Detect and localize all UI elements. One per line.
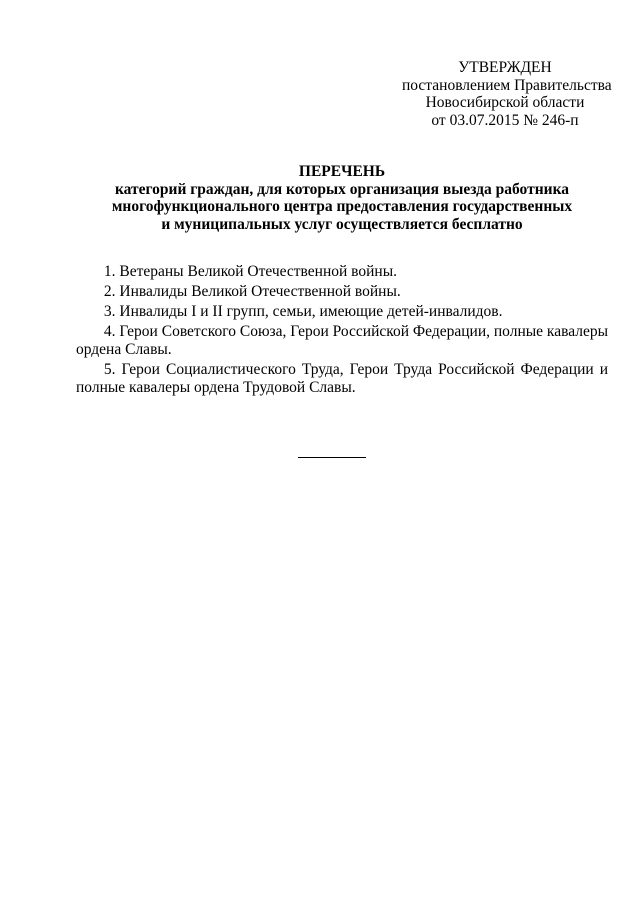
title-heading: ПЕРЕЧЕНЬ [298, 163, 386, 180]
list-item: 3. Инвалиды I и II групп, семьи, имеющие детей-инвалидов. [103, 303, 503, 320]
list-item: 1. Ветераны Великой Отечественной войны. [103, 263, 398, 280]
approval-region: Новосибирской области [425, 94, 585, 111]
title-line: и муниципальных услуг осуществляется бесплатно [161, 215, 523, 233]
list-item: 4. Герои Советского Союза, Герои Российской Федерации, полные кавалеры ордена Славы. [76, 323, 608, 358]
title-line: многофункционального центра предоставления государственных [111, 198, 573, 215]
closing-rule [298, 457, 366, 458]
approval-stamp [402, 59, 612, 129]
approval-heading: УТВЕРЖДЕН [458, 59, 552, 76]
category-list [76, 263, 608, 397]
list-item: 5. Герои Социалистического Труда, Герои Труда Российской Федерации и полные кавалеры ордена Трудовой Славы. [76, 361, 608, 396]
document-title [76, 163, 608, 233]
approval-date-number: от 03.07.2015 № 246-п [431, 111, 579, 129]
list-item: 2. Инвалиды Великой Отечественной войны. [103, 283, 401, 300]
title-line: категорий граждан, для которых организация выезда работника [114, 180, 570, 198]
approval-authority: постановлением Правительства [402, 76, 612, 94]
